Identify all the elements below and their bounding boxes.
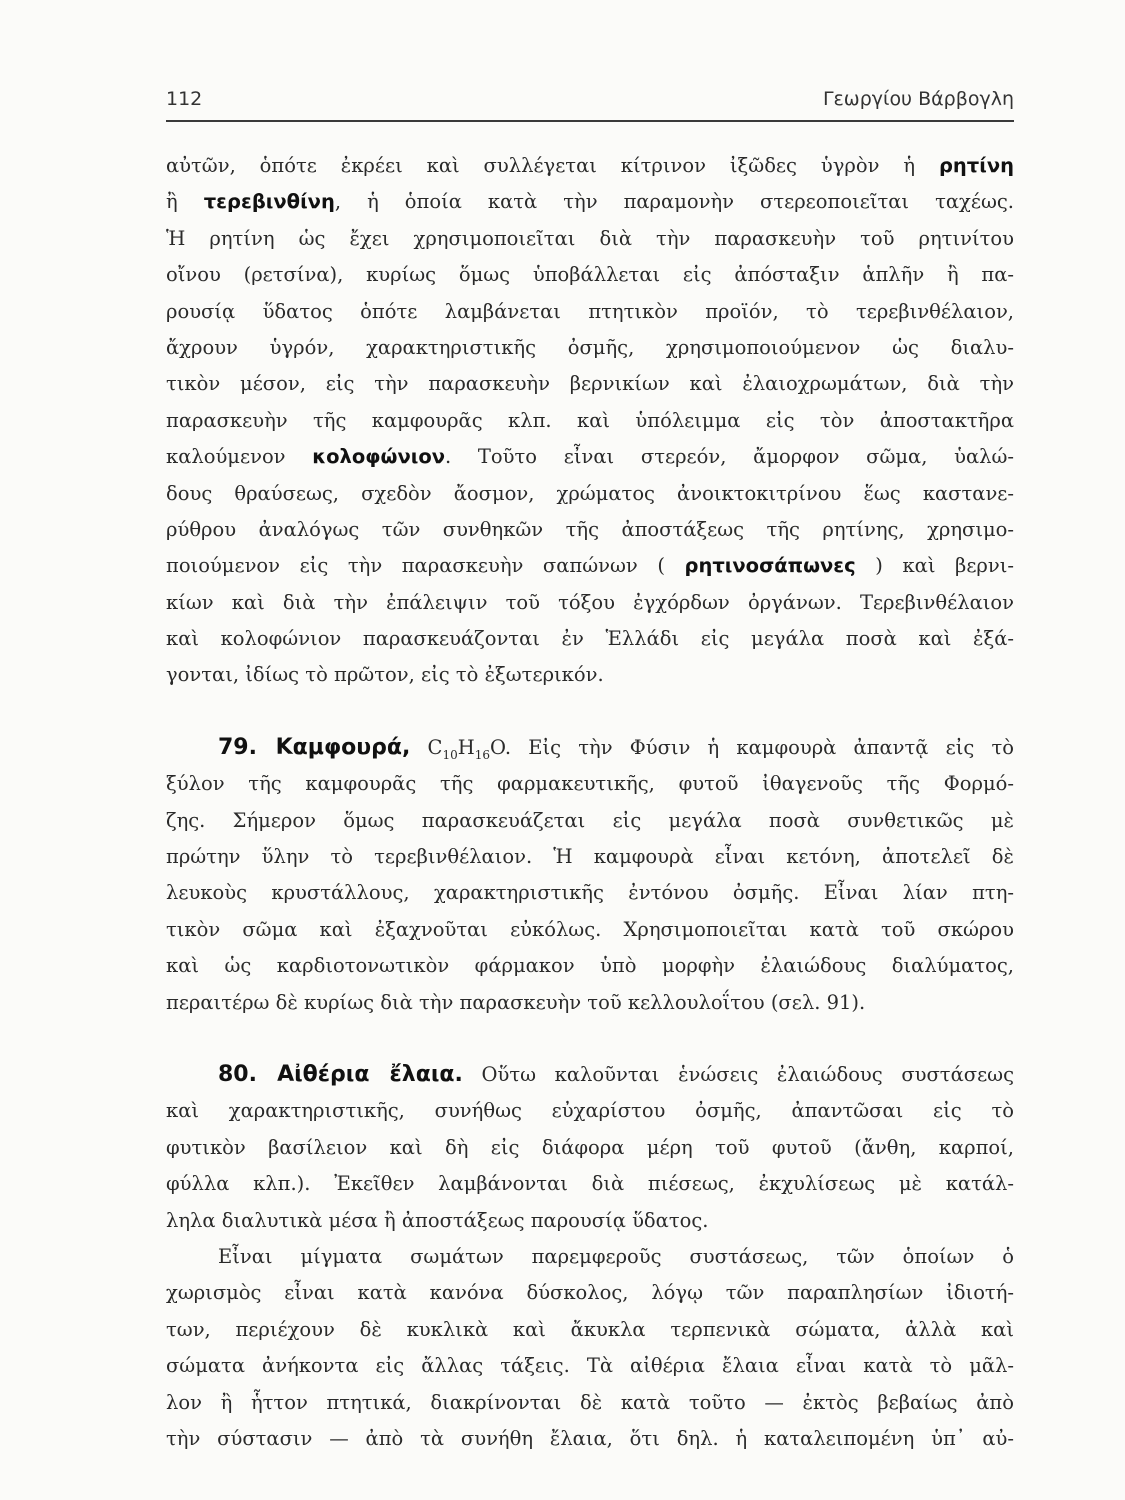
text-line: τὴν σύστασιν — ἀπὸ τὰ συνήθη ἔλαια, ὅτι δηλ. ἡ καταλειπομένη ὑπ᾿ αὐ- (166, 1426, 1014, 1450)
text-line: 80. Αἰθέρια ἔλαια. Οὕτω καλοῦνται ἑνώσεις ἐλαιώδους συστάσεως (218, 1061, 1014, 1087)
text-line: δους θραύσεως, σχεδὸν ἄοσμον, χρώματος ἀνοικτοκιτρίνου ἕως καστανε- (166, 481, 1014, 505)
term-kolophonion: κολοφώνιον (312, 445, 445, 469)
text-line: καὶ κολοφώνιον παρασκευάζονται ἐν Ἑλλάδι εἰς μεγάλα ποσὰ καὶ ἐξά- (166, 627, 1014, 651)
spacer (166, 694, 1014, 730)
term-rhetine: ρητίνη (938, 154, 1014, 177)
text-line: παρασκευὴν τῆς καμφουρᾶς κλπ. καὶ ὑπόλειμμα εἰς τὸν ἀποστακτῆρα (166, 408, 1014, 432)
text-line: καὶ χαρακτηριστικῆς, συνήθως εὐχαρίστου ὀσμῆς, ἀπαντῶσαι εἰς τὸ (166, 1099, 1014, 1123)
text-line: Εἶναι μίγματα σωμάτων παρεμφεροῦς συστάσεως, τῶν ὁποίων ὁ (218, 1244, 1014, 1268)
text-line: αὐτῶν, ὁπότε ἐκρέει καὶ συλλέγεται κίτρινον ἰξῶδες ὑγρὸν ἡ ρητίνη (166, 154, 1014, 177)
term-rhetinosapones: ρητινοσάπωνες (684, 554, 856, 578)
text-line: ποιούμενον εἰς τὴν παρασκευὴν σαπώνων ( ρητινοσάπωνες ) καὶ βερνι- (166, 554, 1014, 578)
text-line: ξύλον τῆς καμφουρᾶς τῆς φαρμακευτικῆς, φυτοῦ ἰθαγενοῦς τῆς Φορμό- (166, 772, 1014, 796)
text-line: λευκοὺς κρυστάλλους, χαρακτηριστικῆς ἐντόνου ὀσμῆς. Εἶναι λίαν πτη- (166, 881, 1014, 905)
text-line: τικὸν μέσον, εἰς τὴν παρασκευὴν βερνικίων καὶ ἐλαιοχρωμάτων, διὰ τὴν (166, 372, 1014, 396)
text-line: ληλα διαλυτικὰ μέσα ἢ ἀποστάξεως παρουσίᾳ ὕδατος. (166, 1208, 709, 1232)
text-line: 79. Καμφουρά, $C_{10}H_{16}O$. Εἰς τὴν Φύσιν ἡ καμφουρὰ ἀπαντᾷ εἰς τὸ (218, 734, 1014, 762)
text-line: Ἡ ρητίνη ὡς ἔχει χρησιμοποιεῖται διὰ τὴν παρασκευὴν τοῦ ρητινίτου (166, 226, 1014, 250)
text-line: πρώτην ὕλην τὸ τερεβινθέλαιον. Ἡ καμφουρὰ εἶναι κετόνη, ἀποτελεῖ δὲ (166, 845, 1014, 869)
text-line: περαιτέρω δὲ κυρίως διὰ τὴν παρασκευὴν τοῦ κελλουλοΐτου (σελ. 91). (166, 990, 866, 1014)
text-line: κίων καὶ διὰ τὴν ἐπάλειψιν τοῦ τόξου ἐγχόρδων ὀργάνων. Τερεβινθέλαιον (166, 590, 1014, 614)
page-header (166, 86, 1014, 122)
term-terebinthine: τερεβινθίνη (203, 190, 335, 214)
page-number: 112 (166, 88, 203, 110)
text-line: φύλλα κλπ.). Ἐκεῖθεν λαμβάνονται διὰ πιέσεως, ἐκχυλίσεως μὲ κατάλ- (166, 1172, 1014, 1196)
text-line: καλούμενον κολοφώνιον. Τοῦτο εἶναι στερεόν, ἄμορφον σῶμα, ὑαλώ- (166, 445, 1014, 469)
text-line: οἴνου (ρετσίνα), κυρίως ὅμως ὑποβάλλεται εἰς ἀπόσταξιν ἁπλῆν ἢ πα- (166, 263, 1014, 287)
text-line: ζης. Σήμερον ὅμως παρασκευάζεται εἰς μεγάλα ποσὰ συνθετικῶς μὲ (166, 808, 1014, 832)
text-line: των, περιέχουν δὲ κυκλικὰ καὶ ἄκυκλα τερπενικὰ σώματα, ἀλλὰ καὶ (166, 1317, 1014, 1341)
section-heading: 80. Αἰθέρια ἔλαια. (218, 1061, 463, 1087)
text-line: ἄχρουν ὑγρόν, χαρακτηριστικῆς ὀσμῆς, χρησιμοποιούμενον ὡς διαλυ- (166, 335, 1014, 359)
page-body (166, 148, 1014, 1457)
text-line: γονται, ἰδίως τὸ πρῶτον, εἰς τὸ ἐξωτερικόν. (166, 663, 604, 687)
chemical-formula: $C_{10}H_{16}O$. (427, 735, 512, 762)
text-line: ἢ τερεβινθίνη, ἡ ὁποία κατὰ τὴν παραμονὴν στερεοποιεῖται ταχέως. (166, 190, 1014, 214)
paragraph-resin (166, 148, 1014, 694)
section-heading: 79. Καμφουρά, (218, 734, 411, 760)
spacer (166, 1021, 1014, 1057)
text-line: καὶ ὡς καρδιοτονωτικὸν φάρμακον ὑπὸ μορφὴν ἐλαιώδους διαλύματος, (166, 954, 1014, 978)
running-title: Γεωργίου Βάρβογλη (822, 88, 1014, 110)
text-line: φυτικὸν βασίλειον καὶ δὴ εἰς διάφορα μέρη τοῦ φυτοῦ (ἄνθη, καρποί, (166, 1135, 1014, 1159)
text-line: λον ἢ ἧττον πτητικά, διακρίνονται δὲ κατὰ τοῦτο — ἐκτὸς βεβαίως ἀπὸ (166, 1390, 1014, 1414)
text-line: τικὸν σῶμα καὶ ἐξαχνοῦται εὐκόλως. Χρησιμοποιεῖται κατὰ τοῦ σκώρου (166, 917, 1014, 941)
text-line: χωρισμὸς εἶναι κατὰ κανόνα δύσκολος, λόγῳ τῶν παραπλησίων ἰδιοτή- (166, 1281, 1014, 1305)
text-line: ρουσίᾳ ὕδατος ὁπότε λαμβάνεται πτητικὸν προϊόν, τὸ τερεβινθέλαιον, (166, 299, 1014, 323)
text-line: σώματα ἀνήκοντα εἰς ἄλλας τάξεις. Τὰ αἰθέρια ἔλαια εἶναι κατὰ τὸ μᾶλ- (166, 1354, 1014, 1378)
section-80-essential-oils (166, 1057, 1014, 1457)
section-79-camphor (166, 730, 1014, 1021)
text-line: ρύθρου ἀναλόγως τῶν συνθηκῶν τῆς ἀποστάξεως τῆς ρητίνης, χρησιμο- (166, 517, 1014, 541)
